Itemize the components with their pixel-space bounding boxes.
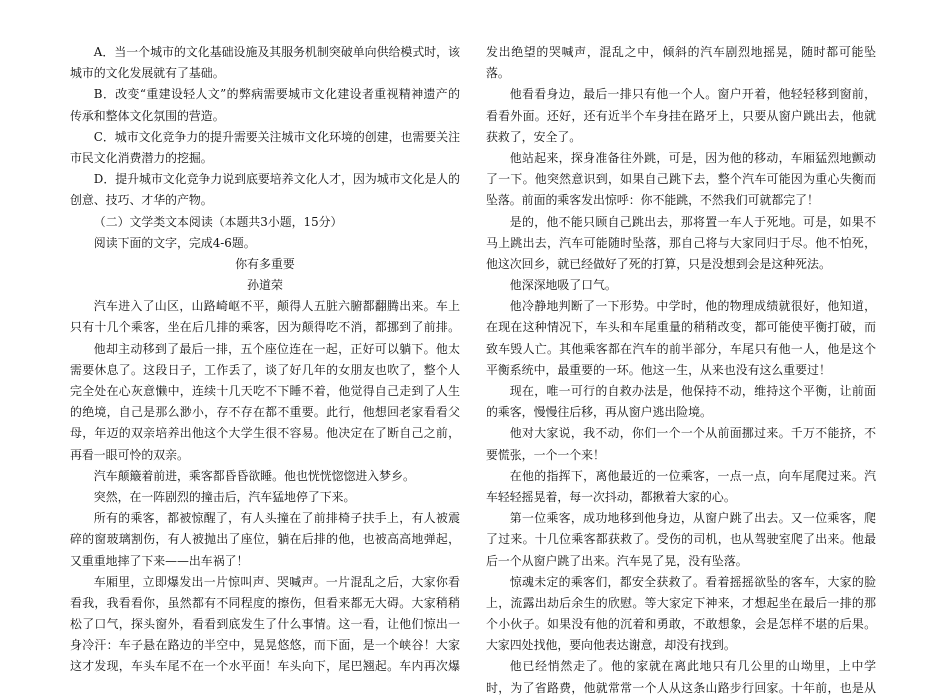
text-line: 这才发现，车头车尾不在一个水平面！车头向下，尾巴翘起。车内再次爆 — [70, 659, 460, 674]
text-line: 获救了，安全了。 — [486, 129, 582, 144]
text-line: 致车毁人亡。其他乘客都在汽车的前半部分，车尾只有他一人，他是这个 — [486, 341, 876, 356]
text-line: 创意、技巧、才华的产物。 — [70, 193, 213, 208]
text-line: 在现在这种情况下，车头和车尾重量的稍稍改变，都可能使平衡打破，而 — [486, 320, 876, 335]
text-line: 身冷汗：车子悬在路边的半空中，晃晃悠悠，而下面，是一个峡谷！大家 — [70, 638, 460, 653]
left-text-column — [70, 42, 460, 678]
text-line: 的乘客，慢慢往后移，再从窗户逃出险境。 — [486, 405, 712, 420]
text-line: 又重重地摔了下来——出车祸了！ — [70, 553, 249, 568]
text-line: 孙道荣 — [247, 278, 283, 293]
text-line: 大家四处找他，要向他表达谢意，却没有找到。 — [486, 638, 736, 653]
text-line: 时，为了省路费，他就常常一个人从这条山路步行回家。十年前，也是从 — [486, 680, 876, 695]
text-line: 松了口气，探头窗外，看看到底发生了什么事情。这一看，让他们惊出一 — [70, 617, 460, 632]
text-line: A．当一个城市的文化基础设施及其服务机制突破单向供给模式时，该 — [93, 45, 460, 59]
text-line: 个小伙子。如果没有他的沉着和勇敢，不敢想象，会是怎样不堪的后果。 — [486, 617, 876, 632]
text-line: 他这次回乡，就已经做好了死的打算，只是没想到会是这种死法。 — [486, 256, 831, 271]
text-line: 现在，唯一可行的自救办法是，他保持不动，维持这个平衡，让前面 — [509, 384, 876, 398]
text-line: C．城市文化竞争力的提升需要关注城市文化环境的创建，也需要关注 — [93, 129, 460, 144]
text-line: 他站起来，探身准备往外跳，可是，因为他的移动，车厢猛烈地颤动 — [509, 150, 876, 165]
text-line: 阅读下面的文字，完成4-6题。 — [93, 235, 256, 250]
text-line: 碎的窗玻璃割伤，有人被抛出了座位，躺在后排的他，也被高高地弹起， — [70, 532, 460, 547]
text-line: B．改变“重建设轻人文”的弊病需要城市文化建设者重视精神遗产的 — [93, 87, 460, 102]
text-line: 传承和整体文化氛围的营造。 — [70, 108, 225, 123]
text-line: 看看外面。还好，还有近半个车身挂在路牙上，只要从窗户跳出去，他就 — [486, 108, 876, 123]
text-line: 的绝境，自己是那么渺小，存不存在都不重要。此行，他想回老家看看父 — [70, 405, 460, 420]
text-line: 车厢里，立即爆发出一片惊叫声、哭喊声。一片混乱之后，大家你看 — [93, 574, 460, 589]
text-line: 看我，我看看你，虽然都有不同程度的擦伤，但看来都无大碍。大家稍稍 — [70, 595, 460, 610]
text-line: 母，年迈的双亲培养出他这个大学生很不容易。他决定在了断自己之前， — [70, 426, 460, 441]
text-line: 市民文化消费潜力的挖掘。 — [70, 150, 213, 165]
text-line: 马上跳出去，汽车可能随时坠落，那自己将与大家同归于尽。他不怕死， — [486, 235, 876, 250]
text-line: 你有多重要 — [235, 256, 295, 271]
text-line: 需要休息了。这段日子，工作丢了，谈了好几年的女朋友也吹了，整个人 — [70, 362, 460, 377]
text-line: 汽车颠簸着前进，乘客都昏昏欲睡。他也恍恍惚惚进入梦乡。 — [93, 468, 415, 483]
text-line: 完全处在心灰意懒中，连续十几天吃不下睡不着，他觉得自己走到了人生 — [70, 384, 460, 398]
text-line: 所有的乘客，都被惊醒了，有人头撞在了前排椅子扶手上，有人被震 — [93, 511, 460, 526]
text-line: 车轻轻摇晃着，每一次抖动，都揪着大家的心。 — [486, 489, 736, 504]
text-line: 城市的文化发展就有了基础。 — [70, 66, 225, 81]
text-line: 要慌张，一个一个来！ — [486, 447, 605, 462]
text-line: 了一下。他突然意识到，如果自己跳下去，整个汽车可能因为重心失衡而 — [486, 172, 876, 187]
text-line: 他却主动移到了最后一排，五个座位连在一起，正好可以躺下。他太 — [93, 341, 460, 356]
text-line: 平衡系统中，最重要的一环。他这一生，从来也没有这么重要过！ — [486, 362, 831, 377]
text-line: 再看一眼可怜的双亲。 — [70, 447, 189, 462]
text-line: 他看看身边，最后一排只有他一个人。窗户开着，他轻轻移到窗前， — [509, 87, 876, 102]
text-line: 是的，他不能只顾自己跳出去，那将置一车人于死地。可是，如果不 — [509, 214, 876, 229]
text-line: 他冷静地判断了一下形势。中学时，他的物理成绩就很好，他知道， — [509, 299, 876, 314]
text-line: 汽车进入了山区，山路崎岖不平，颠得人五脏六腑都翻腾出来。车上 — [93, 299, 460, 314]
text-line: 他对大家说，我不动，你们一个一个从前面挪过来。千万不能挤，不 — [509, 426, 876, 441]
text-line: 后一个从窗户跳了出来。汽车晃了晃，没有坠落。 — [486, 553, 748, 568]
text-line: 在他的指挥下，离他最近的一位乘客，一点一点，向车尾爬过来。汽 — [509, 468, 876, 483]
text-line: 上，流露出劫后余生的欣慰。等大家定下神来，才想起坐在最后一排的那 — [486, 595, 876, 610]
text-line: 了过来。十几位乘客都获救了。受伤的司机，也从驾驶室爬了出来。他最 — [486, 532, 876, 547]
text-line: 第一位乘客，成功地移到他身边，从窗户跳了出去。又一位乘客，爬 — [509, 511, 876, 526]
text-line: D．提升城市文化竞争力说到底要培养文化人才，因为城市文化是人的 — [93, 172, 460, 187]
text-line: 坠落。前面的乘客发出惊呼：你不能跳，不然我们可就都完了！ — [486, 193, 819, 208]
text-line: （二）文学类文本阅读（本题共3小题，15分） — [93, 214, 343, 229]
text-line: 他已经悄然走了。他的家就在离此地只有几公里的山坳里，上中学 — [509, 659, 876, 674]
text-line: 落。 — [486, 66, 510, 81]
text-line: 惊魂未定的乘客们，都安全获救了。看着摇摇欲坠的客车，大家的脸 — [509, 574, 876, 589]
text-line: 只有十几个乘客，坐在后几排的乘客，因为颠得吃不消，都挪到了前排。 — [70, 320, 460, 335]
text-line: 突然，在一阵剧烈的撞击后，汽车猛地停了下来。 — [93, 489, 356, 504]
right-text-column — [486, 42, 876, 699]
text-line: 他深深地吸了口气。 — [509, 278, 617, 293]
text-line: 发出绝望的哭喊声，混乱之中，倾斜的汽车剧烈地摇晃，随时都可能坠 — [486, 45, 876, 59]
